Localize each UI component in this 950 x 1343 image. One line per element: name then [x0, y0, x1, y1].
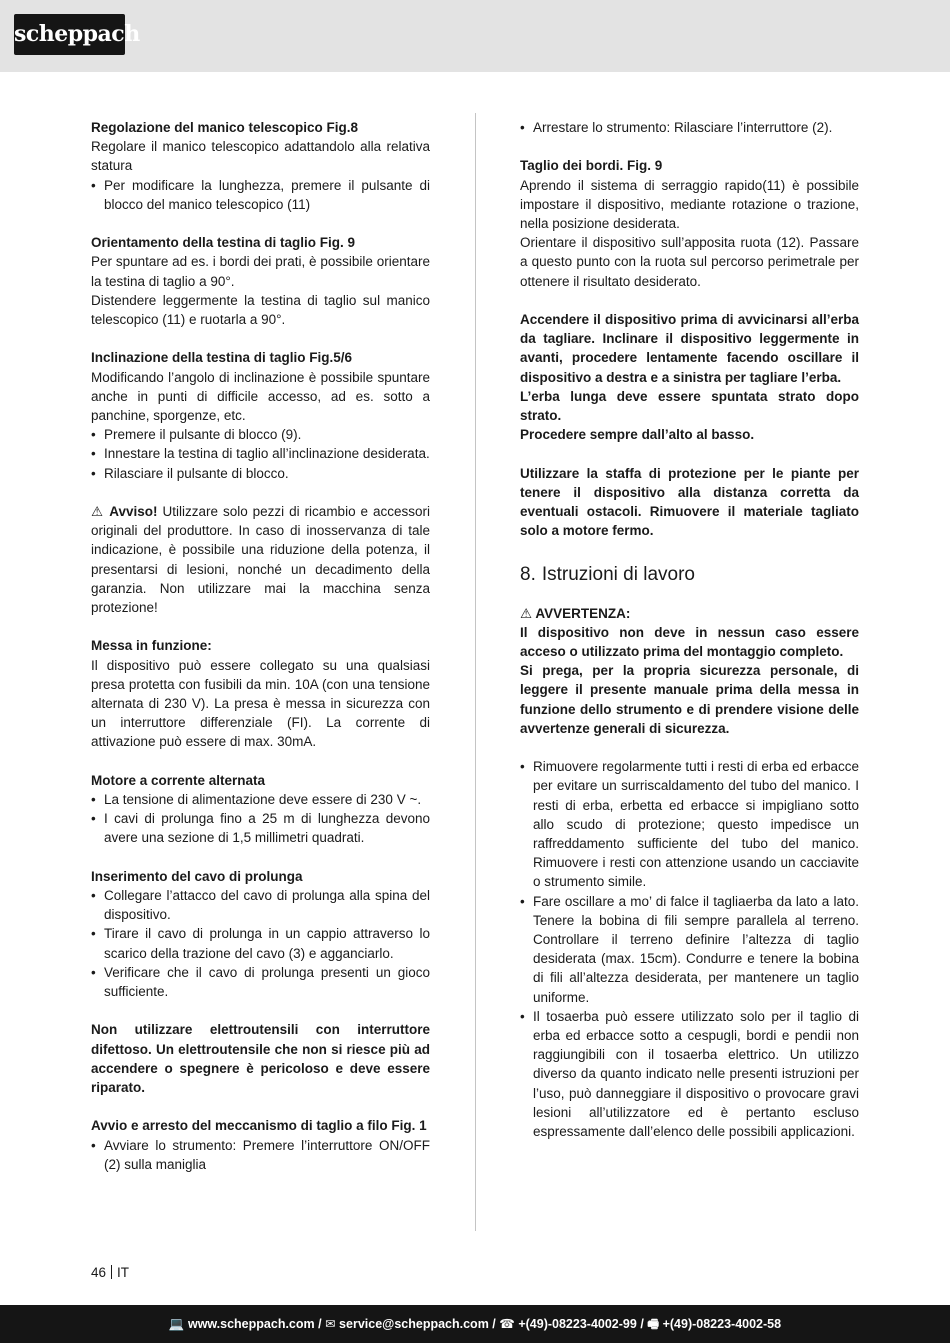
avvertenza-text-1: Il dispositivo non deve in nessun caso essere acceso o utilizzato prima del montaggio completo.	[520, 624, 859, 660]
inclination-title: Inclinazione della testina di taglio Fig.5/6	[91, 350, 353, 366]
left-column	[91, 118, 430, 1174]
list-item: • Fare oscillare a mo’ di falce il tagliaerba da lato a lato. Tenere la bobina di fili sempre parallela al terreno. Controllare il terreno definire l’altezza di taglio desiderata (max. 15cm). Condurre e tenere la bobina di fili all’altezza desiderata, per mantenere un taglio uniforme.	[520, 892, 859, 1007]
orientation-text-2: Distendere leggermente la testina di taglio sul manico telescopico (11) e ruotarla a 90°.	[91, 292, 430, 328]
list-item: • Rimuovere regolarmente tutti i resti di erba ed erbacce per evitare un surriscaldamento del tubo del manico. I resti di erba, erbetta ed erbacce si impigliano sotto allo scudo di protezione; questo impedisce un raffreddamento sufficiente del tubo del manico. Rimuovere i resti con attenzione usando un cacciavite o strumento simile.	[520, 757, 859, 891]
list-item: • Per modificare la lunghezza, premere il pulsante di blocco del manico telescopico (11)	[91, 176, 430, 214]
footer-phone: +(49)-08223-4002-99	[518, 1317, 637, 1331]
list-item: • Arrestare lo strumento: Rilasciare l’interruttore (2).	[520, 118, 859, 137]
footer-separator: /	[318, 1317, 322, 1331]
list-item: • La tensione di alimentazione deve essere di 230 V ~.	[91, 790, 430, 809]
list-item: • Rilasciare il pulsante di blocco.	[91, 464, 430, 483]
list-item: • Tirare il cavo di prolunga in un cappio attraverso lo scarico della trazione del cavo (3) e agganciarlo.	[91, 924, 430, 962]
cable-list	[91, 886, 430, 1001]
page-separator	[111, 1265, 112, 1279]
phone-icon: ☎	[499, 1317, 515, 1331]
start-stop-continued-list	[520, 118, 859, 137]
warning-triangle-icon: ⚠	[91, 504, 105, 520]
fax-icon: 🖷	[647, 1317, 660, 1331]
start-stop-list	[91, 1136, 430, 1174]
footer-bar	[0, 1305, 950, 1343]
faulty-switch-warning: Non utilizzare elettroutensili con interruttore difettoso. Un elettroutensile che non si riesce più ad accendere o spegnere è pericoloso e deve essere riparato.	[91, 1022, 430, 1096]
list-item: • Avviare lo strumento: Premere l’interruttore ON/OFF (2) sulla maniglia	[91, 1136, 430, 1174]
bold-note-1: Accendere il dispositivo prima di avvicinarsi all’erba da tagliare. Inclinare il dispositivo leggermente in avanti, procedere lentamente facendo oscillare il dispositivo a destra e a sinistra per tagliare l’erba.	[520, 312, 859, 385]
page-language: IT	[117, 1265, 130, 1280]
page-number	[91, 1265, 129, 1280]
warning-text: Utilizzare solo pezzi di ricambio e accessori originali del produttore. In caso di inosservanza di tale indicazione, è possibile una riduzione della potenza, il presentarsi di lesioni, nonché un decadimento della garanzia. Non utilizzare mai la macchina senza protezione!	[91, 504, 430, 616]
list-item: • Collegare l’attacco del cavo di prolunga alla spina del dispositivo.	[91, 886, 430, 924]
orientation-title: Orientamento della testina di taglio Fig. 9	[91, 235, 356, 251]
section-title-text: Istruzioni di lavoro	[541, 563, 695, 585]
footer-separator: /	[640, 1317, 644, 1331]
monitor-icon: 💻	[168, 1317, 185, 1331]
edges-title: Taglio dei bordi. Fig. 9	[520, 158, 663, 174]
motor-title: Motore a corrente alternata	[91, 772, 266, 788]
bold-note-2: L’erba lunga deve essere spuntata strato dopo strato.	[520, 388, 859, 424]
work-instructions-list	[520, 757, 859, 1141]
warning-paragraph	[91, 502, 430, 617]
motor-list	[91, 790, 430, 848]
section-number: 8.	[520, 563, 536, 585]
footer-separator: /	[492, 1317, 496, 1331]
edges-text-2: Orientare il dispositivo sull’apposita ruota (12). Passare a questo punto con la ruota sul percorso perimetrale per ottenere il risultato desiderato.	[520, 235, 859, 289]
list-item: • I cavi di prolunga fino a 25 m di lunghezza devono avere una sezione di 1,5 millimetri quadrati.	[91, 809, 430, 847]
avvertenza-text-2: Si prega, per la propria sicurezza personale, di leggere il presente manuale prima della messa in funzione dello strumento e di prendere visione delle avvertenze generali di sicurezza.	[520, 663, 859, 736]
footer-website-link[interactable]: www.scheppach.com	[187, 1317, 315, 1331]
footer-email-link[interactable]: service@scheppach.com	[339, 1317, 489, 1331]
avvertenza-label: AVVERTENZA:	[535, 605, 631, 621]
startup-text: Il dispositivo può essere collegato su una qualsiasi presa protetta con fusibili da min. 10A (con una tensione alternata di 230 V). La presa è messa in sicurezza con un interruttore differenziale (FI). La corrente di attivazione può essere di max. 30mA.	[91, 657, 430, 750]
list-item: • Verificare che il cavo di prolunga presenti un gioco sufficiente.	[91, 963, 430, 1001]
orientation-text-1: Per spuntare ad es. i bordi dei prati, è possibile orientare la testina di taglio a 90°.	[91, 254, 430, 289]
column-divider	[475, 113, 476, 1231]
telescopic-list	[91, 176, 430, 214]
inclination-text: Modificando l’angolo di inclinazione è possibile spuntare anche in punti di difficile accesso, ad es. sotto a panchine, sporgenze, etc.	[91, 369, 430, 424]
right-column	[520, 118, 859, 1141]
warning-label: Avviso!	[109, 504, 158, 520]
list-item: • Innestare la testina di taglio all’inclinazione desiderata.	[91, 444, 430, 463]
telescopic-title: Regolazione del manico telescopico Fig.8	[91, 120, 359, 135]
inclination-list	[91, 425, 430, 483]
scheppach-logo: scheppach	[14, 14, 125, 55]
bold-note-4: Utilizzare la staffa di protezione per le piante per tenere il dispositivo alla distanza corretta da eventuali ostacoli. Rimuovere il materiale tagliato solo a motore fermo.	[520, 465, 859, 539]
bold-note-3: Procedere sempre dall’alto al basso.	[520, 427, 755, 443]
cable-title: Inserimento del cavo di prolunga	[91, 868, 303, 884]
warning-triangle-icon: ⚠	[520, 605, 533, 621]
startup-title: Messa in funzione:	[91, 638, 212, 654]
avvertenza-heading	[520, 604, 859, 623]
footer-fax: +(49)-08223-4002-58	[662, 1317, 782, 1331]
edges-text-1: Aprendo il sistema di serraggio rapido(11) è possibile impostare il dispositivo, mediante rotazione o trazione, nella posizione desiderata.	[520, 177, 859, 231]
section-title	[520, 563, 859, 587]
list-item: • Premere il pulsante di blocco (9).	[91, 425, 430, 444]
list-item: • Il tosaerba può essere utilizzato solo per il taglio di erba ed erbacce sotto a cespugli, bordi e pendii non raggiungibili con il tosaerba elettrico. Un utilizzo diverso da quanto indicato nelle presenti istruzioni per l’uso, può danneggiare il dispositivo o provocare gravi lesioni all’utilizzatore ed è pertanto escluso espressamente dall’elenco delle possibili applicazioni.	[520, 1007, 859, 1141]
mail-icon: ✉	[325, 1317, 336, 1331]
page-number-value: 46	[91, 1265, 107, 1280]
header-bar	[0, 0, 950, 72]
telescopic-text: Regolare il manico telescopico adattandolo alla relativa statura	[91, 139, 430, 174]
start-stop-title: Avvio e arresto del meccanismo di taglio a filo Fig. 1	[91, 1118, 427, 1134]
